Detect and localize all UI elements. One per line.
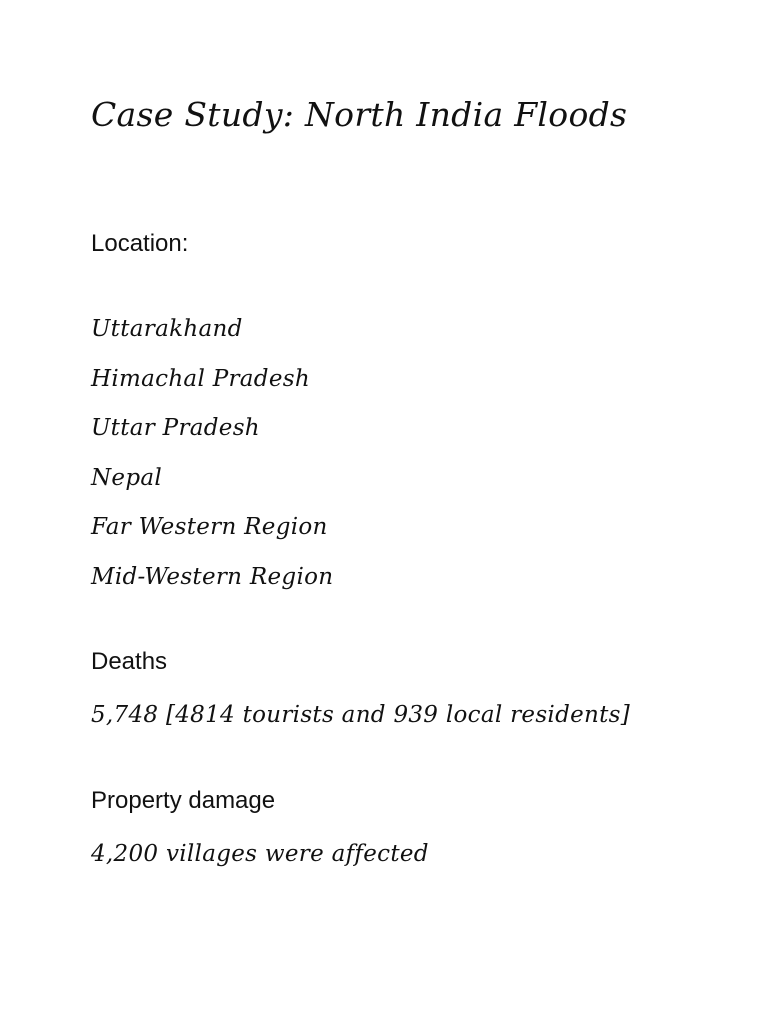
list-item: Far Western Region (91, 514, 328, 540)
list-item: Uttar Pradesh (91, 415, 260, 441)
list-item: Uttarakhand (91, 316, 243, 342)
location-heading: Location: (91, 230, 189, 257)
location-list (91, 309, 333, 606)
page-title: Case Study: North India Floods (91, 95, 628, 134)
property-damage-heading: Property damage (91, 787, 276, 814)
property-damage-text: 4,200 villages were affected (91, 841, 429, 867)
deaths-heading: Deaths (91, 648, 168, 675)
list-item: Mid-Western Region (91, 563, 334, 590)
list-item: Nepal (91, 464, 163, 491)
list-item: Himachal Pradesh (91, 365, 310, 392)
deaths-text: 5,748 [4814 tourists and 939 local residents] (91, 702, 631, 728)
